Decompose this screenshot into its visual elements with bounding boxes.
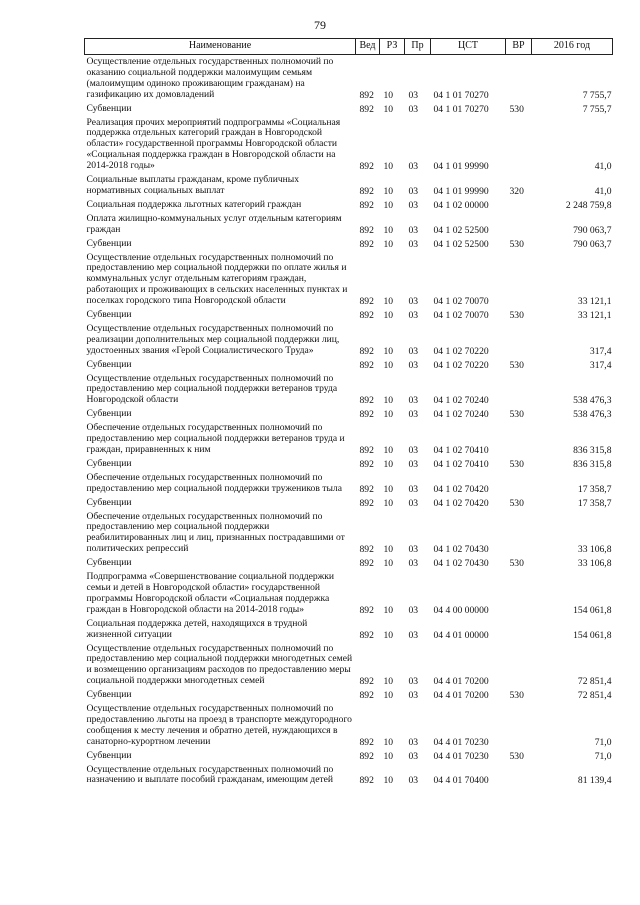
row-amount: 836 315,8 bbox=[573, 458, 612, 470]
row-cst: 04 1 02 70420 bbox=[433, 497, 489, 509]
row-amount: 538 476,3 bbox=[573, 395, 612, 407]
row-cst: 04 1 02 52500 bbox=[433, 224, 489, 236]
row-pr: 03 bbox=[408, 604, 419, 616]
row-amount: 317,4 bbox=[589, 359, 612, 371]
row-name: Субвенции bbox=[86, 457, 132, 469]
row-amount: 81 139,4 bbox=[577, 775, 612, 787]
row-rz: 10 bbox=[383, 296, 394, 308]
row-rz: 10 bbox=[383, 544, 394, 556]
row-name: Обеспечение отдельных государственных полномочий по предоставлению мер социальной поддержки реабилитированных лиц и лиц, признанных пострадавшими от политических репрессий bbox=[86, 510, 345, 555]
row-ved: 892 bbox=[359, 185, 374, 197]
row-amount: 41,0 bbox=[594, 161, 612, 173]
row-pr: 03 bbox=[408, 199, 419, 211]
row-name: Осуществление отдельных государственных полномочий по предоставлению мер социальной поддержки ветеранов труда Новгородской области bbox=[86, 372, 338, 406]
row-name: Субвенции bbox=[86, 358, 132, 370]
page-number: 79 bbox=[314, 18, 326, 32]
header-ved: Вед bbox=[356, 39, 380, 55]
row-vr: 530 bbox=[509, 409, 524, 421]
row-vr bbox=[506, 198, 532, 212]
row-name: Субвенции bbox=[86, 689, 132, 701]
row-vr bbox=[506, 617, 532, 642]
row-rz: 10 bbox=[383, 458, 394, 470]
row-ved: 892 bbox=[359, 483, 374, 495]
row-name: Социальная поддержка льготных категорий граждан bbox=[86, 198, 302, 210]
row-amount: 7 755,7 bbox=[582, 103, 612, 115]
row-pr: 03 bbox=[408, 296, 419, 308]
row-cst: 04 1 02 70430 bbox=[433, 544, 489, 556]
row-pr: 03 bbox=[408, 185, 419, 197]
row-rz: 10 bbox=[383, 497, 394, 509]
header-cst: ЦСТ bbox=[431, 39, 506, 55]
row-rz: 10 bbox=[383, 629, 394, 641]
row-cst: 04 4 01 70400 bbox=[433, 775, 489, 787]
table-row bbox=[85, 702, 613, 749]
row-amount: 17 358,7 bbox=[577, 483, 612, 495]
row-vr bbox=[506, 251, 532, 309]
row-pr: 03 bbox=[408, 310, 419, 322]
row-amount: 72 851,4 bbox=[577, 690, 612, 702]
row-ved: 892 bbox=[359, 310, 374, 322]
row-amount: 154 061,8 bbox=[573, 604, 612, 616]
row-name: Субвенции bbox=[86, 309, 132, 321]
row-cst: 04 4 01 70200 bbox=[433, 676, 489, 688]
table-row bbox=[85, 237, 613, 251]
row-rz: 10 bbox=[383, 445, 394, 456]
row-ved: 892 bbox=[359, 629, 374, 641]
row-amount: 2 248 759,8 bbox=[565, 199, 612, 211]
row-ved: 892 bbox=[359, 497, 374, 509]
table-row bbox=[85, 407, 613, 421]
row-rz: 10 bbox=[383, 775, 394, 787]
row-rz: 10 bbox=[383, 185, 394, 197]
row-ved: 892 bbox=[359, 199, 374, 211]
row-rz: 10 bbox=[383, 736, 394, 748]
table-row bbox=[85, 358, 613, 372]
row-name: Осуществление отдельных государственных полномочий по реализации дополнительных мер социальной поддержки лиц, удостоенных звания «Герой Социалистического Труда» bbox=[86, 322, 340, 356]
row-pr: 03 bbox=[408, 345, 419, 357]
table-row bbox=[85, 308, 613, 322]
row-rz: 10 bbox=[383, 483, 394, 495]
row-amount: 33 106,8 bbox=[577, 558, 612, 570]
row-ved: 892 bbox=[359, 395, 374, 407]
row-pr: 03 bbox=[408, 676, 419, 688]
row-cst: 04 4 01 70230 bbox=[433, 736, 489, 748]
row-amount: 71,0 bbox=[594, 750, 612, 762]
row-vr bbox=[506, 570, 532, 617]
table-row bbox=[85, 173, 613, 198]
table-row bbox=[85, 116, 613, 174]
row-rz: 10 bbox=[383, 345, 394, 357]
row-pr: 03 bbox=[408, 238, 419, 250]
row-name: Социальные выплаты гражданам, кроме публичных нормативных социальных выплат bbox=[86, 174, 300, 196]
row-vr: 530 bbox=[509, 750, 524, 762]
row-cst: 04 1 02 70410 bbox=[433, 458, 489, 470]
row-vr: 530 bbox=[509, 359, 524, 371]
table-row bbox=[85, 471, 613, 496]
row-rz: 10 bbox=[383, 604, 394, 616]
table-row bbox=[85, 642, 613, 689]
row-pr: 03 bbox=[408, 497, 419, 509]
row-name: Субвенции bbox=[86, 557, 132, 569]
row-vr: 320 bbox=[509, 185, 524, 197]
row-name: Реализация прочих мероприятий подпрограммы «Социальная поддержка отдельных категорий граждан в Новгородской области» государственной программы Новгородской области «Социальная поддержка граждан в Новгородской области на 2014-2018 годы» bbox=[86, 116, 341, 172]
row-pr: 03 bbox=[408, 775, 419, 787]
table-body bbox=[85, 55, 613, 788]
row-ved: 892 bbox=[359, 445, 374, 456]
row-amount: 790 063,7 bbox=[573, 224, 612, 236]
table-row bbox=[85, 212, 613, 237]
row-cst: 04 1 01 99990 bbox=[433, 161, 489, 173]
row-name: Осуществление отдельных государственных полномочий по предоставлению льготы на проезд в транспорте междугородного сообщения к месту лечения и обратно детей, нуждающихся в санаторно-курортном лечении bbox=[86, 703, 352, 747]
table-row bbox=[85, 763, 613, 788]
header-year: 2016 год bbox=[532, 39, 613, 55]
row-pr: 03 bbox=[408, 458, 419, 470]
table-row bbox=[85, 198, 613, 212]
row-vr bbox=[506, 421, 532, 457]
row-cst: 04 1 02 70220 bbox=[433, 345, 489, 357]
row-vr: 530 bbox=[509, 690, 524, 702]
row-ved: 892 bbox=[359, 544, 374, 556]
row-vr bbox=[506, 702, 532, 749]
row-rz: 10 bbox=[383, 750, 394, 762]
row-amount: 33 106,8 bbox=[577, 544, 612, 556]
row-vr: 530 bbox=[509, 238, 524, 250]
row-pr: 03 bbox=[408, 736, 419, 748]
row-ved: 892 bbox=[359, 458, 374, 470]
row-cst: 04 1 02 70240 bbox=[433, 395, 489, 407]
row-name: Обеспечение отдельных государственных полномочий по предоставлению мер социальной поддержки ветеранов труда и граждан, приравненных к ним bbox=[86, 422, 345, 455]
header-pr: Пр bbox=[405, 39, 431, 55]
row-ved: 892 bbox=[359, 103, 374, 115]
row-name: Социальная поддержка детей, находящихся в трудной жизненной ситуации bbox=[86, 617, 308, 640]
table-row bbox=[85, 749, 613, 763]
row-pr: 03 bbox=[408, 409, 419, 421]
table-row bbox=[85, 372, 613, 408]
table-row bbox=[85, 55, 613, 102]
row-rz: 10 bbox=[383, 238, 394, 250]
table-row bbox=[85, 570, 613, 617]
table-row bbox=[85, 322, 613, 358]
table-row bbox=[85, 496, 613, 510]
row-amount: 33 121,1 bbox=[577, 310, 612, 322]
row-rz: 10 bbox=[383, 558, 394, 570]
row-rz: 10 bbox=[383, 409, 394, 421]
table-row bbox=[85, 102, 613, 116]
row-cst: 04 4 01 70230 bbox=[433, 750, 489, 762]
row-ved: 892 bbox=[359, 89, 374, 101]
row-vr bbox=[506, 116, 532, 174]
row-rz: 10 bbox=[383, 395, 394, 407]
row-vr bbox=[506, 471, 532, 496]
row-ved: 892 bbox=[359, 359, 374, 371]
row-cst: 04 4 00 00000 bbox=[433, 604, 489, 616]
row-ved: 892 bbox=[359, 161, 374, 173]
row-pr: 03 bbox=[408, 103, 419, 115]
table-row bbox=[85, 251, 613, 309]
row-vr: 530 bbox=[509, 458, 524, 470]
row-name: Оплата жилищно-коммунальных услуг отдельным категориям граждан bbox=[86, 212, 342, 235]
row-pr: 03 bbox=[408, 629, 419, 641]
row-amount: 17 358,7 bbox=[577, 497, 612, 509]
header-rz: РЗ bbox=[380, 39, 405, 55]
row-amount: 41,0 bbox=[594, 185, 612, 197]
budget-table bbox=[84, 38, 613, 787]
row-pr: 03 bbox=[408, 558, 419, 570]
row-ved: 892 bbox=[359, 604, 374, 616]
row-name: Субвенции bbox=[86, 102, 132, 114]
row-vr: 530 bbox=[509, 103, 524, 115]
row-pr: 03 bbox=[408, 224, 419, 236]
row-rz: 10 bbox=[383, 89, 394, 101]
row-cst: 04 1 01 70270 bbox=[433, 89, 489, 101]
row-ved: 892 bbox=[359, 676, 374, 688]
table-row bbox=[85, 617, 613, 642]
row-ved: 892 bbox=[359, 690, 374, 702]
row-pr: 03 bbox=[408, 395, 419, 407]
row-rz: 10 bbox=[383, 690, 394, 702]
row-amount: 538 476,3 bbox=[573, 409, 612, 421]
row-cst: 04 1 02 70070 bbox=[433, 296, 489, 308]
row-cst: 04 4 01 70200 bbox=[433, 690, 489, 702]
row-vr bbox=[506, 322, 532, 358]
row-name: Субвенции bbox=[86, 237, 132, 249]
row-cst: 04 1 02 70220 bbox=[433, 359, 489, 371]
row-name: Обеспечение отдельных государственных полномочий по предоставлению мер социальной поддержки тружеников тыла bbox=[86, 471, 342, 494]
row-pr: 03 bbox=[408, 690, 419, 702]
row-amount: 154 061,8 bbox=[573, 629, 612, 641]
row-cst: 04 1 02 52500 bbox=[433, 238, 489, 250]
row-pr: 03 bbox=[408, 750, 419, 762]
row-name: Субвенции bbox=[86, 408, 132, 420]
row-pr: 03 bbox=[408, 359, 419, 371]
row-vr: 530 bbox=[509, 497, 524, 509]
row-cst: 04 1 01 70270 bbox=[433, 103, 489, 115]
row-vr bbox=[506, 642, 532, 689]
table-row bbox=[85, 556, 613, 570]
row-name: Осуществление отдельных государственных полномочий по предоставлению мер социальной поддержки многодетных семей и возмещению организациям расходов по предоставлению меры социальной поддержки многодетных семей bbox=[86, 642, 353, 687]
row-pr: 03 bbox=[408, 89, 419, 101]
row-amount: 790 063,7 bbox=[573, 238, 612, 250]
row-vr bbox=[506, 55, 532, 102]
row-ved: 892 bbox=[359, 345, 374, 357]
row-pr: 03 bbox=[408, 544, 419, 556]
row-cst: 04 1 02 70240 bbox=[433, 409, 489, 421]
row-rz: 10 bbox=[383, 161, 394, 173]
row-amount: 33 121,1 bbox=[577, 296, 612, 308]
row-vr bbox=[506, 212, 532, 237]
table-row bbox=[85, 510, 613, 557]
row-vr bbox=[506, 372, 532, 408]
row-vr: 530 bbox=[509, 558, 524, 570]
row-rz: 10 bbox=[383, 199, 394, 211]
row-pr: 03 bbox=[408, 445, 419, 456]
row-name: Субвенции bbox=[86, 496, 132, 508]
row-vr: 530 bbox=[509, 310, 524, 322]
row-amount: 7 755,7 bbox=[582, 89, 612, 101]
row-vr bbox=[506, 510, 532, 557]
row-cst: 04 1 02 70430 bbox=[433, 558, 489, 570]
row-pr: 03 bbox=[408, 483, 419, 495]
row-name: Осуществление отдельных государственных полномочий по предоставлению мер социальной поддержки по оплате жилья и коммунальных услуг отдельным категориям граждан, работающих и проживающих в сельских населенных пунктах и поселках городского типа Новгородской области bbox=[86, 251, 348, 307]
row-ved: 892 bbox=[359, 750, 374, 762]
table-header-row bbox=[85, 39, 613, 55]
row-name: Осуществление отдельных государственных полномочий по назначению и выплате пособий гражданам, имеющим детей bbox=[86, 763, 334, 786]
row-name: Осуществление отдельных государственных полномочий по оказанию социальной поддержки малоимущим семьям (малоимущим одиноко проживающим гражданам) на газификацию их домовладений bbox=[86, 56, 334, 100]
row-ved: 892 bbox=[359, 409, 374, 421]
header-vr: ВР bbox=[506, 39, 532, 55]
table-row bbox=[85, 688, 613, 702]
row-ved: 892 bbox=[359, 224, 374, 236]
row-ved: 892 bbox=[359, 736, 374, 748]
row-cst: 04 1 02 70070 bbox=[433, 310, 489, 322]
row-rz: 10 bbox=[383, 359, 394, 371]
row-ved: 892 bbox=[359, 775, 374, 787]
row-rz: 10 bbox=[383, 224, 394, 236]
table-row bbox=[85, 421, 613, 457]
row-name: Подпрограмма «Совершенствование социальной поддержки семьи и детей в Новгородской области» государственной программы Новгородской области «Социальная поддержка граждан в Новгородской области на 2014-2018 годы» bbox=[86, 571, 335, 615]
row-cst: 04 4 01 00000 bbox=[433, 629, 489, 641]
row-amount: 836 315,8 bbox=[573, 445, 612, 456]
row-ved: 892 bbox=[359, 238, 374, 250]
row-ved: 892 bbox=[359, 296, 374, 308]
row-amount: 72 851,4 bbox=[577, 676, 612, 688]
row-pr: 03 bbox=[408, 161, 419, 173]
row-amount: 71,0 bbox=[594, 736, 612, 748]
header-name: Наименование bbox=[85, 39, 356, 55]
row-cst: 04 1 02 70420 bbox=[433, 483, 489, 495]
row-amount: 317,4 bbox=[589, 345, 612, 357]
row-vr bbox=[506, 763, 532, 788]
row-name: Субвенции bbox=[86, 749, 132, 761]
row-rz: 10 bbox=[383, 310, 394, 322]
row-cst: 04 1 02 70410 bbox=[433, 445, 489, 456]
row-rz: 10 bbox=[383, 103, 394, 115]
row-cst: 04 1 01 99990 bbox=[433, 185, 489, 197]
row-rz: 10 bbox=[383, 676, 394, 688]
row-cst: 04 1 02 00000 bbox=[433, 199, 489, 211]
table-row bbox=[85, 457, 613, 471]
row-ved: 892 bbox=[359, 558, 374, 570]
